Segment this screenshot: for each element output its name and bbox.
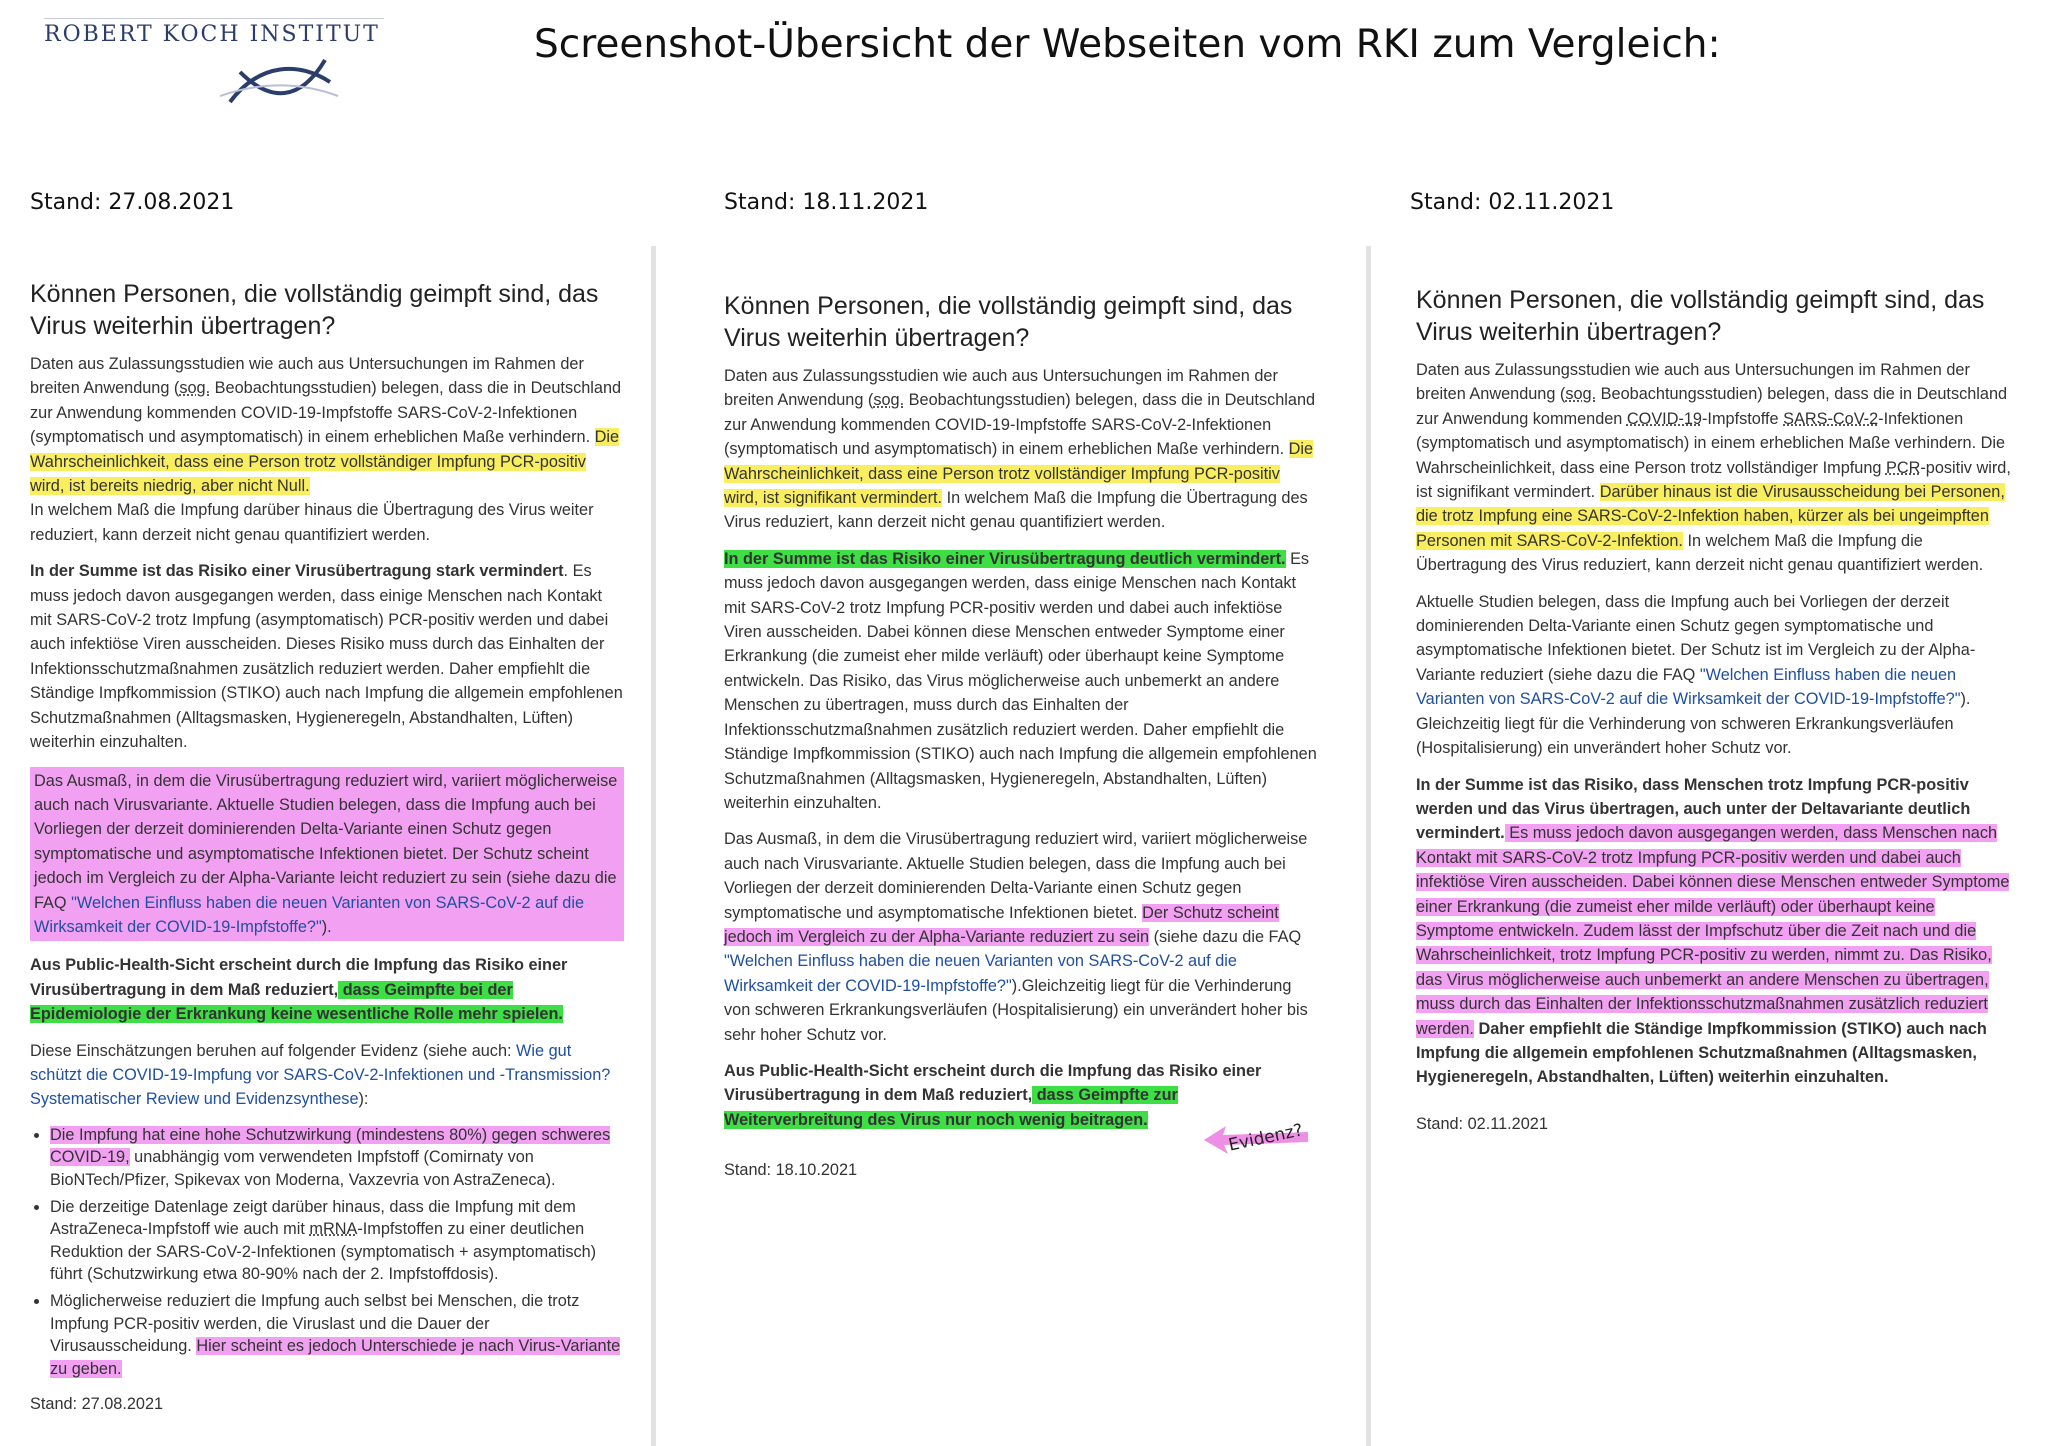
- list-item: • Die derzeitige Datenlage zeigt darüber hinaus, dass die Impfung mit dem AstraZeneca-Impfstoff wie auch mit mRNA-Impfstoffen zu einer deutlichen Reduktion der SARS-CoV-2-Infektionen (symptomatisch + asymptomatisch) führt (Schutzwirkung etwa 80-90% nach der 2. Impfstoffdosis).: [50, 1196, 624, 1286]
- paragraph-1: Daten aus Zulassungsstudien wie auch aus Untersuchungen im Rahmen der breiten Anwendung (sog. Beobachtungsstudien) belegen, dass die in Deutschland zur Anwendung kommenden COVID-19-Impfstoffe SARS-CoV-2-Infektionen (symptomatisch und asymptomatisch) in einem erheblichen Maße verhindern. Die Wahrscheinlichkeit, dass eine Person trotz vollständiger Impfung PCR-positiv wird, ist signifikant vermindert. Darüber hinaus ist die Virusausscheidung bei Personen, die trotz Impfung eine SARS-CoV-2-Infektion haben, kürzer als bei ungeimpften Personen mit SARS-CoV-2-Infektion. In welchem Maß die Impfung die Übertragung des Virus reduziert, kann derzeit nicht genau quantifiziert werden.: [1416, 361, 2011, 575]
- paragraph-2: In der Summe ist das Risiko einer Virusübertragung deutlich vermindert. Es muss jedoch davon ausgegangen werden, dass einige Menschen nach Kontakt mit SARS-CoV-2 trotz Impfung PCR-positiv werden und dabei auch infektiöse Viren ausscheiden. Dabei können diese Menschen entweder Symptome einer Erkrankung (die zumeist eher milde verläuft) oder überhaupt keine Symptome entwickeln. Das Risiko, das Virus möglicherweise auch unbemerkt an andere Menschen zu übertragen, muss durch das Einhalten der Infektionsschutzmaßnahmen zusätzlich reduziert werden. Daher empfiehlt die Ständige Impfkommission (STIKO) auch nach Impfung die allgemein empfohlenen Schutzmaßnahmen (Alltagsmasken, Hygieneregeln, Abstandhalten, Lüften) weiterhin einzuhalten.: [724, 549, 1317, 812]
- faq-link-variants[interactable]: "Welchen Einfluss haben die neuen Varianten von SARS-CoV-2 auf die Wirksamkeit der COVID-19-Impfstoffe?": [1416, 665, 1961, 709]
- paragraph-2: In der Summe ist das Risiko einer Virusübertragung stark vermindert. Es muss jedoch davon ausgegangen werden, dass einige Menschen nach Kontakt mit SARS-CoV-2 trotz Impfung (asymptomatisch) PCR-positiv werden und dabei auch infektiöse Viren ausscheiden. Dieses Risiko muss durch das Einhalten der Infektionsschutzmaßnahmen zusätzlich reduziert werden. Daher empfiehlt die Ständige Impfkommission (STIKO) auch nach Impfung die allgemein empfohlenen Schutzmaßnahmen (Alltagsmasken, Hygieneregeln, Abstandhalten, Lüften) weiterhin einzuhalten.: [30, 562, 623, 752]
- paragraph-3: Das Ausmaß, in dem die Virusübertragung reduziert wird, variiert möglicherweise auch nach Virusvariante. Aktuelle Studien belegen, dass die Impfung auch bei Vorliegen der derzeit dominierenden Delta-Variante einen Schutz gegen symptomatische und asymptomatische Infektionen bietet. Der Schutz scheint jedoch im Vergleich zu der Alpha-Variante reduziert zu sein (siehe dazu die FAQ "Welchen Einfluss haben die neuen Varianten von SARS-CoV-2 auf die Wirksamkeit der COVID-19-Impfstoffe?").Gleichzeitig liegt für die Verhinderung von schweren Erkrankungsverläufen (Hospitalisierung) ein unverändert hoher bis sehr hoher Schutz vor.: [724, 830, 1308, 1044]
- paragraph-4: Aus Public-Health-Sicht erscheint durch die Impfung das Risiko einer Virusübertragung in dem Maß reduziert, dass Geimpfte bei der Epidemiologie der Erkrankung keine wesentliche Rolle mehr spielen.: [30, 956, 568, 1024]
- stand-label-col3: Stand: 02.11.2021: [1410, 190, 1615, 215]
- highlight-pink: Hier scheint es jedoch Unterschiede je nach Virus-Variante zu geben.: [50, 1337, 621, 1378]
- stand-footer: Stand: 18.10.2021: [724, 1161, 858, 1180]
- stand-footer: Stand: 02.11.2021: [1416, 1114, 1548, 1133]
- faq-link-variants[interactable]: "Welchen Einfluss haben die neuen Varianten von SARS-CoV-2 auf die Wirksamkeit der COVID-19-Impfstoffe?": [34, 893, 585, 936]
- column-18-11-2021: [724, 290, 1318, 1195]
- paragraph-2: Aktuelle Studien belegen, dass die Impfung auch bei Vorliegen der derzeit dominierenden Delta-Variante einen Schutz gegen symptomatische und asymptomatische Infektionen bietet. Der Schutz ist im Vergleich zu der Alpha-Variante reduziert (siehe dazu die FAQ "Welchen Einfluss haben die neuen Varianten von SARS-CoV-2 auf die Wirksamkeit der COVID-19-Impfstoffe?"). Gleichzeitig liegt für die Verhinderung von schweren Erkrankungsverläufen (Hospitalisierung) ein unverändert hoher Schutz vor.: [1416, 592, 1976, 758]
- paragraph-3-highlight-pink: Das Ausmaß, in dem die Virusübertragung reduziert wird, variiert möglicherweise auch nach Virusvariante. Aktuelle Studien belegen, dass die Impfung auch bei Vorliegen der derzeit dominierenden Delta-Variante einen Schutz gegen symptomatische und asymptomatische Infektionen bietet. Der Schutz scheint jedoch im Vergleich zu der Alpha-Variante leicht reduziert zu sein (siehe dazu die FAQ "Welchen Einfluss haben die neuen Varianten von SARS-CoV-2 auf die Wirksamkeit der COVID-19-Impfstoffe?").: [30, 767, 624, 942]
- annotation-evidenz: Evidenz?: [1226, 1120, 1305, 1156]
- paragraph-1: Daten aus Zulassungsstudien wie auch aus Untersuchungen im Rahmen der breiten Anwendung (sog. Beobachtungsstudien) belegen, dass die in Deutschland zur Anwendung kommenden COVID-19-Impfstoffe SARS-CoV-2-Infektionen (symptomatisch und asymptomatisch) in einem erheblichen Maße verhindern. Die Wahrscheinlichkeit, dass eine Person trotz vollständiger Impfung PCR-positiv wird, ist bereits niedrig, aber nicht Null. In welchem Maß die Impfung darüber hinaus die Übertragung des Virus weiter reduziert, kann derzeit nicht genau quantifiziert werden.: [30, 355, 622, 544]
- logo-rule: [44, 18, 384, 19]
- paragraph-3: In der Summe ist das Risiko, dass Menschen trotz Impfung PCR-positiv werden und das Virus übertragen, auch unter der Deltavariante deutlich vermindert. Es muss jedoch davon ausgegangen werden, dass Menschen nach Kontakt mit SARS-CoV-2 trotz Impfung PCR-positiv werden und dabei auch infektiöse Viren ausscheiden. Dabei können diese Menschen entweder Symptome einer Erkrankung (die zumeist eher milde verläuft) oder überhaupt keine Symptome entwickeln. Zudem lässt der Impfschutz über die Zeit nach und die Wahrscheinlichkeit, trotz Impfung PCR-positiv zu werden, nimmt zu. Das Risiko, das Virus möglicherweise auch unbemerkt an andere Menschen zu übertragen, muss durch das Einhalten der Infektionsschutzmaßnahmen zusätzlich reduziert werden. Daher empfiehlt die Ständige Impfkommission (STIKO) auch nach Impfung die allgemein empfohlenen Schutzmaßnahmen (Alltagsmasken, Hygieneregeln, Abstandhalten, Lüften) weiterhin einzuhalten.: [1416, 775, 2010, 1087]
- logo-swirl-icon: [220, 52, 340, 110]
- highlight-pink: Die Impfung hat eine hohe Schutzwirkung (mindestens 80%) gegen schweres COVID-19,: [50, 1125, 611, 1167]
- column-divider-2: [1366, 246, 1371, 1446]
- highlight-green: dass Geimpfte zur Weiterverbreitung des Virus nur noch wenig beitragen.: [724, 1086, 1178, 1129]
- highlight-yellow: Darüber hinaus ist die Virusausscheidung bei Personen, die trotz Impfung eine SARS-CoV-2-Infektion haben, kürzer als bei ungeimpften Personen mit SARS-CoV-2-Infektion.: [1416, 483, 2005, 550]
- column-02-11-2021: [1416, 284, 2012, 1148]
- highlight-yellow: Die Wahrscheinlichkeit, dass eine Person trotz vollständiger Impfung PCR-positiv wird, ist bereits niedrig, aber nicht Null.: [30, 428, 620, 496]
- highlight-green: dass Geimpfte bei der Epidemiologie der Erkrankung keine wesentliche Rolle mehr spielen.: [30, 980, 563, 1024]
- faq-link-variants[interactable]: "Welchen Einfluss haben die neuen Varianten von SARS-CoV-2 auf die Wirksamkeit der COVID-19-Impfstoffe?": [724, 952, 1237, 995]
- highlight-green: In der Summe ist das Risiko einer Virusübertragung deutlich vermindert.: [724, 549, 1286, 568]
- column-27-08-2021: [30, 278, 624, 1429]
- rki-logo: [44, 18, 384, 108]
- evidence-list: [30, 1124, 624, 1381]
- evidence-review-link[interactable]: Wie gut schützt die COVID-19-Impfung vor SARS-CoV-2-Infektionen und -Transmission? Systematischer Review und Evidenzsynthese: [30, 1041, 611, 1109]
- highlight-yellow: Die Wahrscheinlichkeit, dass eine Person trotz vollständiger Impfung PCR-positiv wird, ist signifikant vermindert.: [724, 440, 1314, 508]
- page-title: Screenshot-Übersicht der Webseiten vom RKI zum Vergleich:: [534, 22, 1721, 67]
- paragraph-1: Daten aus Zulassungsstudien wie auch aus Untersuchungen im Rahmen der breiten Anwendung (sog. Beobachtungsstudien) belegen, dass die in Deutschland zur Anwendung kommenden COVID-19-Impfstoffe SARS-CoV-2-Infektionen (symptomatisch und asymptomatisch) in einem erheblichen Maße verhindern. Die Wahrscheinlichkeit, dass eine Person trotz vollständiger Impfung PCR-positiv wird, ist signifikant vermindert. In welchem Maß die Impfung die Übertragung des Virus reduziert, kann derzeit nicht genau quantifiziert werden.: [724, 367, 1316, 532]
- highlight-pink: Der Schutz scheint jedoch im Vergleich zu der Alpha-Variante reduziert zu sein: [724, 903, 1279, 946]
- list-item: • Die Impfung hat eine hohe Schutzwirkung (mindestens 80%) gegen schweres COVID-19, unabhängig vom verwendeten Impfstoff (Comirnaty von BioNTech/Pfizer, Spikevax von Moderna, Vaxzevria von AstraZeneca).: [50, 1124, 624, 1192]
- column-divider-1: [651, 246, 656, 1446]
- stand-label-col1: Stand: 27.08.2021: [30, 190, 235, 215]
- paragraph-4: Aus Public-Health-Sicht erscheint durch die Impfung das Risiko einer Virusübertragung in dem Maß reduziert, dass Geimpfte zur Weiterverbreitung des Virus nur noch wenig beitragen.: [724, 1061, 1262, 1129]
- stand-footer: Stand: 27.08.2021: [30, 1395, 164, 1414]
- logo-text: ROBERT KOCH INSTITUT: [44, 22, 380, 47]
- list-item: • Möglicherweise reduziert die Impfung auch selbst bei Menschen, die trotz Impfung PCR-positiv werden, die Viruslast und die Dauer der Virusausscheidung. Hier scheint es jedoch Unterschiede je nach Virus-Variante zu geben.: [50, 1290, 624, 1380]
- faq-heading: Können Personen, die vollständig geimpft sind, das Virus weiterhin übertragen?: [724, 292, 1293, 352]
- faq-heading: Können Personen, die vollständig geimpft sind, das Virus weiterhin übertragen?: [1416, 286, 1985, 346]
- faq-heading: Können Personen, die vollständig geimpft sind, das Virus weiterhin übertragen?: [30, 280, 599, 340]
- highlight-pink: Es muss jedoch davon ausgegangen werden, dass Menschen nach Kontakt mit SARS-CoV-2 trotz Impfung PCR-positiv werden und dabei auch infektiöse Viren ausscheiden. Dabei können diese Menschen entweder Symptome einer Erkrankung (die zumeist eher milde verläuft) oder überhaupt keine Symptome entwickeln. Zudem lässt der Impfschutz über die Zeit nach und die Wahrscheinlichkeit, trotz Impfung PCR-positiv zu werden, nimmt zu. Das Risiko, das Virus möglicherweise auch unbemerkt an andere Menschen zu übertragen, muss durch das Einhalten der Infektionsschutzmaßnahmen zusätzlich reduziert werden.: [1416, 824, 2010, 1038]
- paragraph-5: Diese Einschätzungen beruhen auf folgender Evidenz (siehe auch: Wie gut schützt die COVID-19-Impfung vor SARS-CoV-2-Infektionen und -Transmission? Systematischer Review und Evidenzsynthese):: [30, 1041, 611, 1109]
- stand-label-col2: Stand: 18.11.2021: [724, 190, 929, 215]
